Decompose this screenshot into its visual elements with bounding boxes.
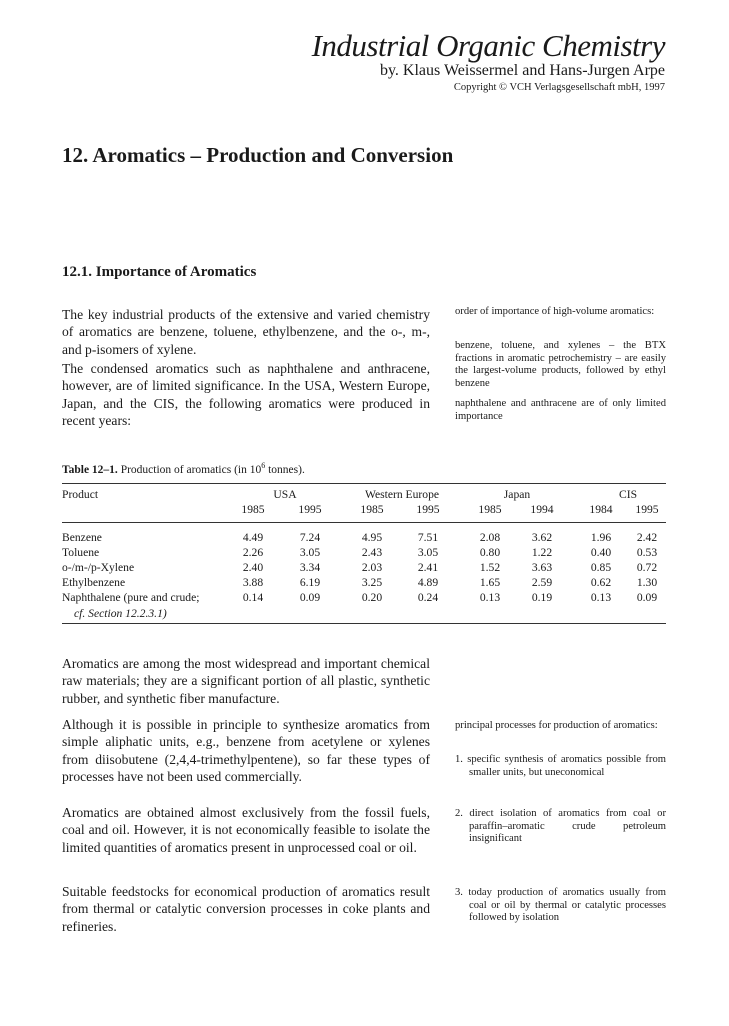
table-cell: 0.80 xyxy=(479,546,501,559)
table-caption-exponent: 6 xyxy=(261,461,266,470)
section-title: 12.1. Importance of Aromatics xyxy=(62,264,257,280)
table-header-region-cis: CIS xyxy=(618,488,638,501)
table-cell: 0.20 xyxy=(361,591,383,604)
table-cell: 4.89 xyxy=(417,576,439,589)
table-label: Table 12–1. xyxy=(62,463,118,476)
table-cell: 3.62 xyxy=(531,531,553,544)
table-cell: 2.41 xyxy=(417,561,439,574)
table-footnote-row: cf. Section 12.2.3.1) xyxy=(74,607,167,620)
table-cell: 1.52 xyxy=(479,561,501,574)
table-cell: 0.40 xyxy=(590,546,612,559)
margin-note-btx: benzene, toluene, and xylenes – the BTX fractions in aromatic petrochemistry – are easily the largest-volume products, followed by ethyl benzene xyxy=(455,340,666,389)
paragraph-key-products: The key industrial products of the extensive and varied chemistry of aromatics are benzene, toluene, ethylbenzene, and the o-, m-, and p-isomers of xylene. xyxy=(62,307,430,357)
table-cell: 3.25 xyxy=(361,576,383,589)
paragraph-condensed-aromatics: The condensed aromatics such as naphthalene and anthracene, however, are of limited significance. In the USA, Western Europe, Japan, and the CIS, the following aromatics were produced in recent years: xyxy=(62,361,430,429)
table-cell: 3.63 xyxy=(531,561,553,574)
table-cell: 0.53 xyxy=(636,546,658,559)
table-year-header: 1985 xyxy=(478,503,502,516)
table-cell: 4.49 xyxy=(242,531,264,544)
table-header-product: Product xyxy=(62,488,99,501)
table-cell: 2.42 xyxy=(636,531,658,544)
table-cell: 0.85 xyxy=(590,561,612,574)
table-cell: 0.13 xyxy=(479,591,501,604)
table-year-header: 1995 xyxy=(416,503,440,516)
table-cell: 0.13 xyxy=(590,591,612,604)
table-cell: 1.22 xyxy=(531,546,553,559)
table-cell: 2.59 xyxy=(531,576,553,589)
table-caption-text: Production of aromatics (in 10 xyxy=(117,463,262,476)
margin-note-naphthalene: naphthalene and anthracene are of only limited importance xyxy=(455,398,666,422)
table-caption xyxy=(62,461,305,476)
table-year-header: 1984 xyxy=(589,503,613,516)
table-cell: 0.62 xyxy=(590,576,612,589)
book-title: Industrial Organic Chemistry xyxy=(311,28,665,63)
table-year-header: 1995 xyxy=(635,503,659,516)
copyright-notice: Copyright © VCH Verlagsgesellschaft mbH, 1997 xyxy=(453,82,665,93)
paragraph-fossil-fuels: Aromatics are obtained almost exclusively from the fossil fuels, coal and oil. However, it is not economically feasible to isolate the limited quantities of aromatics present in unprocessed coal or oil. xyxy=(62,805,430,855)
table-cell: 2.40 xyxy=(242,561,264,574)
table-cell: 1.96 xyxy=(590,531,612,544)
table-header-region-western-europe: Western Europe xyxy=(364,488,440,501)
table-row-product: Benzene xyxy=(62,531,102,544)
chapter-title: 12. Aromatics – Production and Conversion xyxy=(62,143,454,167)
table-cell: 0.14 xyxy=(242,591,264,604)
margin-note-importance: order of importance of high-volume aromatics: xyxy=(455,306,655,317)
table-row-product: Naphthalene (pure and crude; xyxy=(62,591,200,604)
table-cell: 1.65 xyxy=(479,576,501,589)
table-year-header: 1994 xyxy=(530,503,554,516)
table-cell: 2.43 xyxy=(361,546,383,559)
table-row-product: Ethylbenzene xyxy=(62,576,126,589)
paragraph-synthesis: Although it is possible in principle to synthesize aromatics from simple aliphatic units, e.g., benzene from acetylene or xylenes from diisobutene (2,4,4-trimethylpentene), so far these types of processes have not been used commercially. xyxy=(62,717,430,785)
table-cell: 0.72 xyxy=(636,561,658,574)
table-cell: 2.03 xyxy=(361,561,383,574)
table-cell: 7.24 xyxy=(299,531,321,544)
table-bottom-rule xyxy=(62,623,666,624)
table-year-header: 1985 xyxy=(360,503,384,516)
book-authors: by. Klaus Weissermel and Hans-Jurgen Arpe xyxy=(379,62,665,79)
table-cell: 0.24 xyxy=(417,591,439,604)
table-row-product: o-/m-/p-Xylene xyxy=(62,561,135,574)
margin-note-item-3: 3. today production of aromatics usually from coal or oil by thermal or catalytic processes followed by isolation xyxy=(455,887,666,924)
paragraph-raw-materials: Aromatics are among the most widespread and important chemical raw materials; they are a significant portion of all plastic, synthetic rubber, and synthetic fiber manufacture. xyxy=(62,656,430,706)
table-cell: 4.95 xyxy=(361,531,383,544)
table-cell: 3.05 xyxy=(299,546,321,559)
table-cell: 3.88 xyxy=(242,576,264,589)
table-top-rule xyxy=(62,483,666,484)
table-header-region-usa: USA xyxy=(273,488,297,501)
table-row-product: Toluene xyxy=(62,546,100,559)
table-cell: 6.19 xyxy=(299,576,321,589)
table-cell: 1.30 xyxy=(636,576,658,589)
table-year-header: 1985 xyxy=(241,503,265,516)
table-cell: 0.09 xyxy=(636,591,658,604)
margin-note-principal-processes: principal processes for production of aromatics: xyxy=(455,720,658,731)
table-cell: 2.26 xyxy=(242,546,264,559)
table-header-region-japan: Japan xyxy=(503,488,531,501)
table-cell: 0.19 xyxy=(531,591,553,604)
paragraph-feedstocks: Suitable feedstocks for economical production of aromatics result from thermal or catalytic conversion processes in coke plants and refineries. xyxy=(62,884,430,934)
table-year-header: 1995 xyxy=(298,503,322,516)
table-cell: 2.08 xyxy=(479,531,501,544)
table-cell: 7.51 xyxy=(417,531,439,544)
table-header-rule xyxy=(62,522,666,523)
table-caption-unit: tonnes). xyxy=(265,463,305,476)
table-cell: 3.34 xyxy=(299,561,321,574)
table-cell: 0.09 xyxy=(299,591,321,604)
margin-note-item-2: 2. direct isolation of aromatics from coal or paraffin–aromatic crude petroleum insignificant xyxy=(455,808,666,845)
margin-note-item-1: 1. specific synthesis of aromatics possible from smaller units, but uneconomical xyxy=(455,754,666,778)
table-cell: 3.05 xyxy=(417,546,439,559)
